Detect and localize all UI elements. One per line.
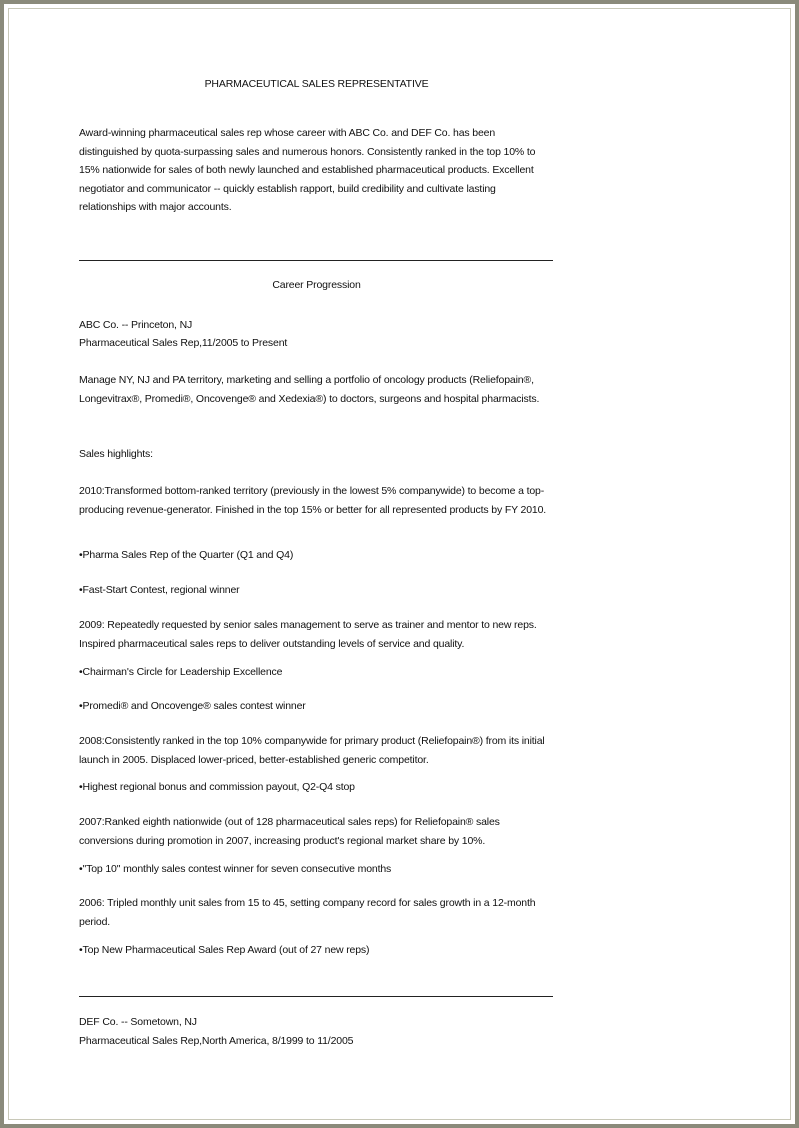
job1-company: ABC Co. -- Princeton, NJ (79, 319, 193, 331)
highlight-2010: 2010:Transformed bottom-ranked territory (previously in the lowest 5% companywide) to become a top-producing revenue-generator. Finished in the top 15% or better for all represented products by FY 2010. (79, 485, 547, 516)
job1-description: Manage NY, NJ and PA territory, marketing and selling a portfolio of oncology products (Reliefopain®, Longevitrax®, Promedi®, Oncovenge® and Xedexia®) to doctors, surgeons and hospital pharmacists. (79, 374, 540, 405)
bullet-2010-b: •Fast-Start Contest, regional winner (79, 584, 240, 596)
section-divider-bottom (79, 996, 553, 997)
job2-role: Pharmaceutical Sales Rep,North America, 8/1999 to 11/2005 (79, 1035, 354, 1047)
highlight-2008: 2008:Consistently ranked in the top 10% companywide for primary product (Reliefopain®) from its initial launch in 2005. Displaced lower-priced, better-established generic competitor. (79, 735, 545, 766)
section-divider-top (79, 260, 553, 261)
highlight-2009: 2009: Repeatedly requested by senior sales management to serve as trainer and mentor to new reps. Inspired pharmaceutical sales reps to deliver outstanding levels of service and quality. (79, 619, 537, 650)
bullet-2010-a: •Pharma Sales Rep of the Quarter (Q1 and Q4) (79, 549, 294, 561)
bullet-2008: •Highest regional bonus and commission payout, Q2-Q4 stop (79, 781, 355, 793)
job1-role: Pharmaceutical Sales Rep,11/2005 to Present (79, 337, 288, 349)
bullet-2006: •Top New Pharmaceutical Sales Rep Award (out of 27 new reps) (79, 944, 370, 956)
bullet-2009-a: •Chairman's Circle for Leadership Excellence (79, 666, 283, 678)
highlight-2006: 2006: Tripled monthly unit sales from 15 to 45, setting company record for sales growth in a 12-month period. (79, 897, 536, 928)
sales-highlights-label: Sales highlights: (79, 448, 153, 460)
highlight-2007: 2007:Ranked eighth nationwide (out of 128 pharmaceutical sales reps) for Reliefopain® sales conversions during promotion in 2007, increasing product's regional market share by 10%. (79, 816, 500, 847)
bullet-2007: •"Top 10" monthly sales contest winner for seven consecutive months (79, 863, 392, 875)
bullet-2009-b: •Promedi® and Oncovenge® sales contest winner (79, 700, 306, 712)
job2-company: DEF Co. -- Sometown, NJ (79, 1016, 197, 1028)
summary-paragraph: Award-winning pharmaceutical sales rep whose career with ABC Co. and DEF Co. has been distinguished by quota-surpassing sales and numerous honors. Consistently ranked in the top 10% to 15% nationwide for sales of both newly launched and established pharmaceutical products. Excellent negotiator and communicator -- quickly establish rapport, build credibility and cultivate lasting relationships with major accounts. (79, 127, 536, 214)
resume-title: PHARMACEUTICAL SALES REPRESENTATIVE (204, 78, 429, 90)
section-heading: Career Progression (272, 279, 361, 291)
